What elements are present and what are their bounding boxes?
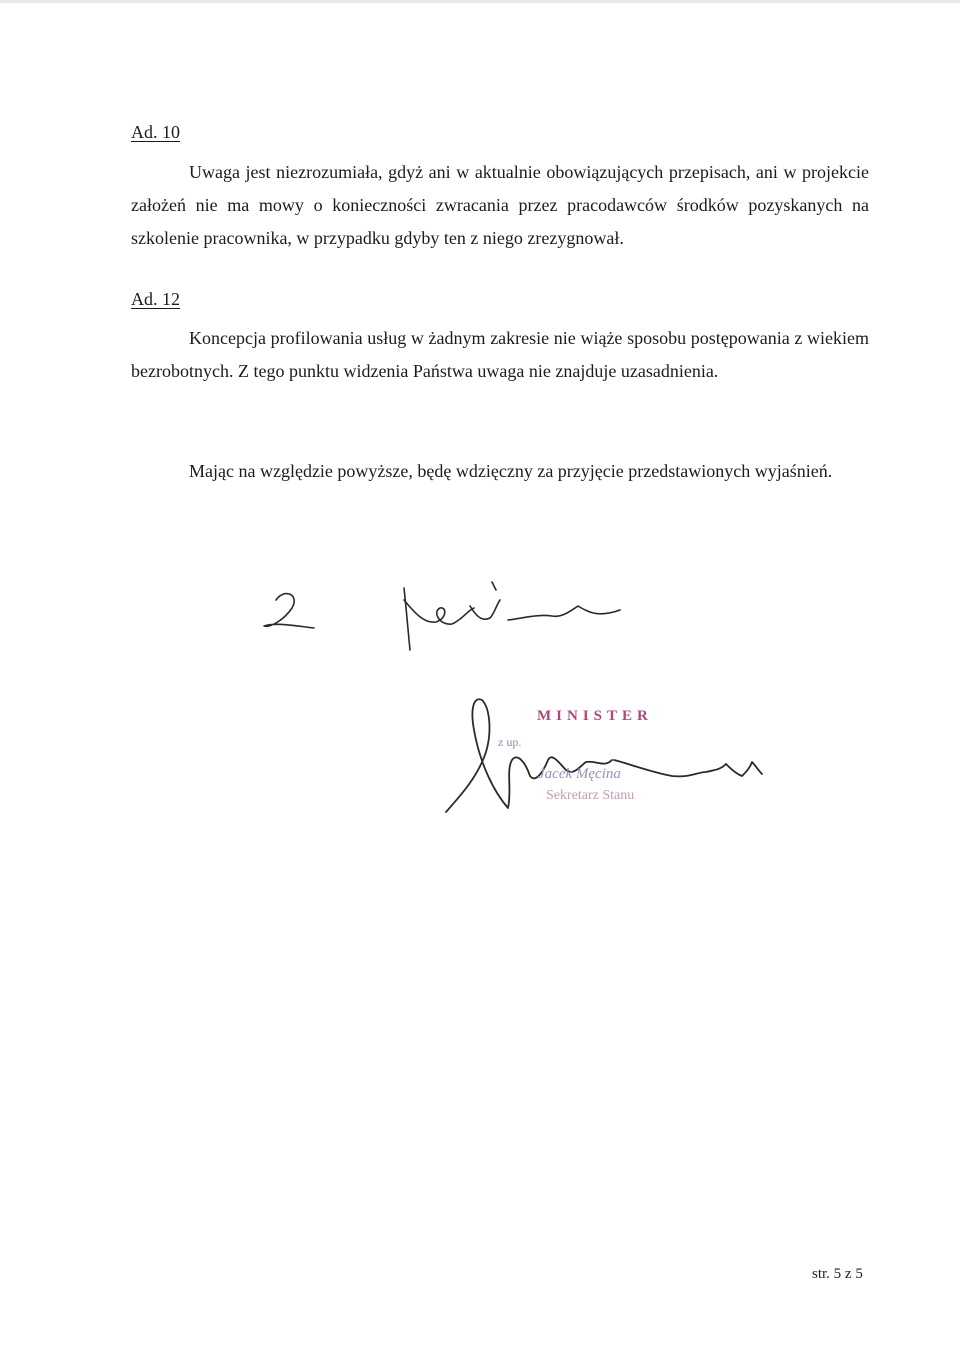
paragraph: Koncepcja profilowania usług w żadnym zakresie nie wiąże sposobu postępowania z wiekiem bezrobotnych. Z tego punktu widzenia Państwa uwaga nie znajduje uzasadnienia. <box>131 328 869 381</box>
stamp-name: Jacek Męcina <box>538 766 621 782</box>
stamp-title: MINISTER <box>537 708 653 724</box>
scan-edge <box>0 0 960 3</box>
handwriting-stroke <box>470 600 500 619</box>
closing-block <box>131 455 869 488</box>
handwriting-stroke <box>492 582 496 590</box>
handwriting-stroke <box>264 594 314 628</box>
paragraph: Uwaga jest niezrozumiała, gdyż ani w aktualnie obowiązujących przepisach, ani w projekcie założeń nie ma mowy o konieczności zwracania przez pracodawców środków pozyskanych na szkolenie pracownika, w przypadku gdyby ten z niego zrezygnował. <box>131 162 869 248</box>
section-body-ad10 <box>131 156 869 255</box>
closing-paragraph: Mając na względzie powyższe, będę wdzięczny za przyjęcie przedstawionych wyjaśnień. <box>189 461 833 481</box>
stamp-on-behalf: z up. <box>498 735 522 749</box>
page-number: str. 5 z 5 <box>812 1266 863 1282</box>
section-heading-ad12: Ad. 12 <box>131 289 180 309</box>
handwriting-stroke <box>508 606 620 620</box>
signature-stroke <box>614 760 762 776</box>
handwriting-stroke <box>404 588 410 650</box>
section-body-ad12 <box>131 322 869 388</box>
section-heading-ad10: Ad. 10 <box>131 122 180 142</box>
handwriting-stroke <box>404 600 474 624</box>
stamp-role: Sekretarz Stanu <box>546 788 635 803</box>
